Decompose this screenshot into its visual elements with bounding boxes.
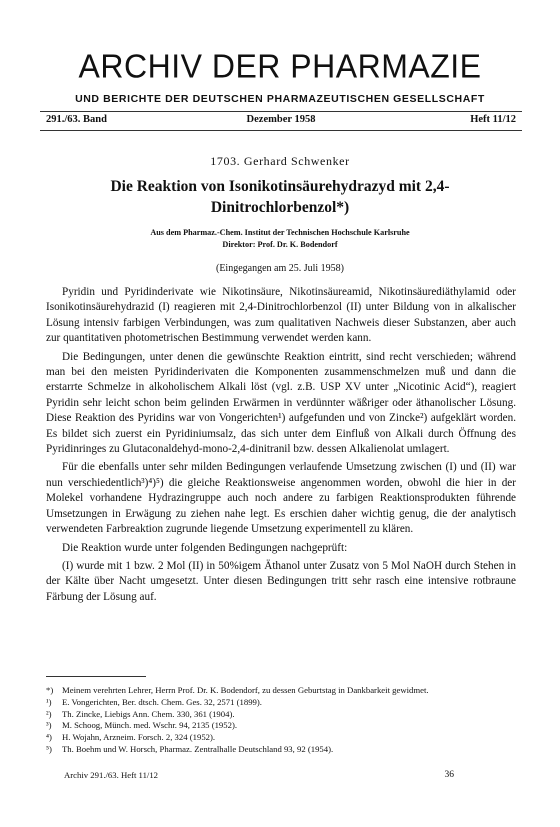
footnote-mark: ⁴) bbox=[46, 732, 52, 743]
footnote bbox=[46, 709, 516, 721]
footnote bbox=[46, 744, 516, 756]
footnote bbox=[46, 685, 516, 697]
footnote-text: E. Vongerichten, Ber. dtsch. Chem. Ges. 32, 2571 (1899). bbox=[62, 696, 262, 707]
page-footer bbox=[64, 770, 454, 780]
issue-number: Heft 11/12 bbox=[470, 114, 516, 125]
article-title: Die Reaktion von Isonikotinsäurehydrazyd mit 2,4-Dinitrochlorbenzol*) bbox=[110, 178, 450, 216]
journal-subtitle: UND BERICHTE DER DEUTSCHEN PHARMAZEUTISCHEN GESELLSCHAFT bbox=[75, 93, 485, 105]
header-rule-bottom bbox=[40, 130, 522, 131]
footnote-mark: ²) bbox=[46, 708, 52, 719]
footnote-text: M. Schoog, Münch. med. Wschr. 94, 2135 (1952). bbox=[62, 720, 238, 731]
body-paragraph: Für die ebenfalls unter sehr milden Bedingungen verlaufende Umsetzung zwischen (I) und (II) war nun verschiedentlich³)⁴)⁵) die gleiche Reaktionsweise angenommen worden, obwohl die hier in der Molekel vorhandene Hydrazingruppe auch noch andere zu farbigen Reaktionsprodukten führende Umsetzungen in Erwägung zu ziehen nahe legt. Es erschien daher wichtig genug, die der analytisch verwendeten Farbreaktion zugrunde liegende Umsetzung experimentell zu klären. bbox=[46, 461, 516, 536]
footnote bbox=[46, 697, 516, 709]
footnote-mark: ⁵) bbox=[46, 743, 52, 754]
issue-date: Dezember 1958 bbox=[246, 114, 316, 125]
affiliation-director: Direktor: Prof. Dr. K. Bodendorf bbox=[222, 240, 338, 249]
footnote-mark: ³) bbox=[46, 720, 52, 731]
affiliation-institute: Aus dem Pharmaz.-Chem. Institut der Technischen Hochschule Karlsruhe bbox=[150, 228, 410, 237]
footnote-text: Th. Zincke, Liebigs Ann. Chem. 330, 361 (1904). bbox=[62, 708, 235, 719]
body-paragraph: Pyridin und Pyridinderivate wie Nikotinsäure, Nikotinsäureamid, Nikotinsäurediäthylamid oder Isonikotinsäurehydrazid (I) reagieren mit 2,4-Dinitrochlorbenzol (II) unter Bildung von in alkalischer Lösung intensiv farbigen Verbindungen, was zum qualitativen Nachweis dieser Substanzen, aber auch zur quantitativen photometrischen Bestimmung verwendet werden kann. bbox=[46, 286, 516, 345]
received-date: (Eingegangen am 25. Juli 1958) bbox=[215, 263, 345, 274]
header-rule-top bbox=[40, 111, 522, 112]
footnotes bbox=[46, 685, 516, 756]
journal-title: ARCHIV DER PHARMAZIE bbox=[78, 47, 482, 85]
footnote-divider bbox=[46, 676, 146, 677]
footnote-mark: *) bbox=[46, 685, 54, 695]
article-body bbox=[46, 285, 516, 608]
author-line: 1703. Gerhard Schwenker bbox=[210, 154, 350, 168]
page-number: 36 bbox=[444, 770, 454, 780]
footnote-text: Th. Boehm und W. Horsch, Pharmaz. Zentralhalle Deutschland 93, 92 (1954). bbox=[62, 743, 334, 754]
volume: 291./63. Band bbox=[46, 114, 107, 125]
footnote-text: Meinem verehrten Lehrer, Herrn Prof. Dr. K. Bodendorf, zu dessen Geburtstag in Dankbarkeit gewidmet. bbox=[62, 685, 429, 695]
footer-journal-ref: Archiv 291./63. Heft 11/12 bbox=[64, 770, 159, 780]
body-paragraph: Die Reaktion wurde unter folgenden Bedingungen nachgeprüft: bbox=[62, 541, 348, 554]
body-paragraph: (I) wurde mit 1 bzw. 2 Mol (II) in 50%igem Äthanol unter Zusatz von 5 Mol NaOH durch Stehen in der Kälte über Nacht umgesetzt. Unter diesen Bedingungen tritt sehr rasch eine intensive rotbraune Färbung der Lösung auf. bbox=[46, 559, 516, 603]
footnote-text: H. Wojahn, Arzneim. Forsch. 2, 324 (1952). bbox=[62, 732, 216, 743]
footnote-mark: ¹) bbox=[46, 696, 52, 707]
affiliation bbox=[0, 227, 560, 251]
footnote bbox=[46, 720, 516, 732]
body-paragraph: Die Bedingungen, unter denen die gewünschte Reaktion eintritt, sind recht verschieden; während man bei den meisten Pyridinderivaten die Komponenten zusammenschmelzen muß und dann die erstarrte Schmelze in alkoholischem Alkali löst (vgl. z.B. USP XV unter „Nicotinic Acid“), reagiert Pyridin sehr leicht schon beim gelinden Erwärmen in verdünnter wäßriger oder äthanolischer Lösung. Diese Reaktion des Pyridins war von Vongerichten¹) aufgefunden und von Zincke²) aufgeklärt worden. Es bildet sich zuerst ein Pyridiniumsalz, das sich unter dem Einfluß von Alkali durch Öffnung des Pyridinringes zu Glutaconaldehyd-mono-2,4-dinitranil bzw. dessen Alkalienolat umlagert. bbox=[46, 350, 516, 456]
footnote bbox=[46, 732, 516, 744]
